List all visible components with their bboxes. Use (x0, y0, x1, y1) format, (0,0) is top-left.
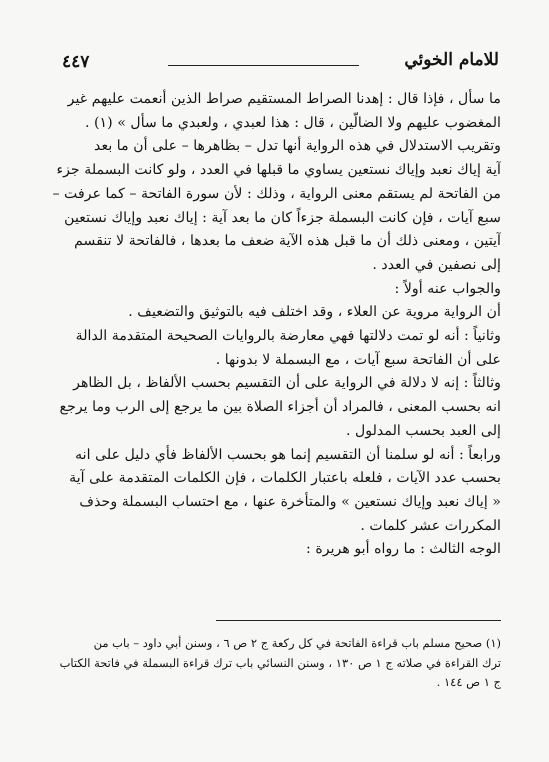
paragraph (50, 325, 501, 372)
footnote-line: (١) صحيح مسلم باب قراءة الفاتحة في كل ركعة ج ٢ ص ٦ ، وسنن أبي داود – باب من (93, 636, 501, 650)
page-header (50, 48, 499, 78)
text-line: انه بحسب المعنى ، فالمراد أن أجزاء الصلاة بين ما يرجع إلى الرب وما يرجع (59, 399, 501, 416)
text-line: « إياك نعبد وإياك نستعين » والمتأخرة عنها ، مع احتساب البسملة وحذف (79, 493, 501, 510)
text-line: آية إياك نعبد وإياك نستعين يساوي ما قبلها في العدد ، ولو كانت البسملة جزء (56, 162, 501, 179)
text-line: إلى العبد بحسب المدلول . (345, 422, 501, 439)
footnote-line: ترك القراءة في صلاته ج ١ ص ١٣٠ ، وسنن النسائي باب ترك قراءة البسملة في فاتحة الكتاب (59, 655, 501, 670)
text-line: وثالثاً : إنه لا دلالة في الرواية على أن التقسيم بحسب الألفاظ ، بل الظاهر (73, 375, 501, 392)
paragraph (50, 135, 501, 277)
body-text (50, 88, 501, 562)
text-line: آيتين ، ومعنى ذلك أن ما قبل هذه الآية ضعف ما بعدها ، فالفاتحة لا تنقسم (74, 233, 501, 250)
footnotes (50, 634, 501, 693)
paragraph (50, 444, 501, 539)
text-line: والجواب عنه أولاً : (394, 280, 501, 297)
paragraph (50, 88, 501, 135)
text-line: بحسب عدد الآيات ، فلعله باعتبار الكلمات ، فإن الكلمات المتقدمة على آية (69, 470, 501, 487)
header-rule (168, 65, 359, 66)
paragraph (50, 538, 501, 562)
running-title: للامام الخوئي (404, 50, 499, 70)
footnote-line: ج ١ ص ١٤٤ . (436, 675, 501, 689)
text-line: وتقريب الاستدلال في هذه الرواية أنها تدل – بظاهرها – على أن ما بعد (94, 138, 501, 155)
paragraph (50, 278, 501, 302)
text-line: المكررات عشر كلمات . (360, 517, 501, 534)
text-line: المغضوب عليهم ولا الضالّين ، قال : هذا لعبدي ، ولعبدي ما سأل » (١) . (84, 114, 501, 131)
text-line: الوجه الثالث : ما رواه أبو هريرة : (306, 541, 501, 558)
text-line: من الفاتحة لم يستقم معنى الرواية ، وذلك : لأن سورة الفاتحة – كما عرفت – (52, 185, 501, 202)
text-line: ورابعاً : أنه لو سلمنا أن التقسيم إنما هو بحسب الألفاظ فأي دليل على انه (75, 446, 501, 463)
page-number: ٤٤٧ (62, 52, 90, 72)
text-line: على أن الفاتحة سبع آيات ، مع البسملة لا بدونها . (215, 351, 501, 368)
text-line: ما سأل ، فإذا قال : إهدنا الصراط المستقيم صراط الذين أنعمت عليهم غير (67, 91, 501, 107)
paragraph (50, 372, 501, 443)
text-line: أن الرواية مروية عن العلاء ، وقد اختلف فيه بالتوثيق والتضعيف . (128, 304, 501, 321)
text-line: إلى نصفين في العدد . (372, 256, 501, 273)
text-line: سبع آيات ، فإن كانت البسملة جزءاً كان ما بعد آية : إياك نعبد وإياك نستعين (64, 209, 501, 226)
paragraph (50, 301, 501, 325)
text-line: وثانياً : أنه لو تمت دلالتها فهي معارضة بالروايات الصحيحة المتقدمة الدالة (75, 328, 501, 345)
footnote-rule (216, 620, 501, 621)
